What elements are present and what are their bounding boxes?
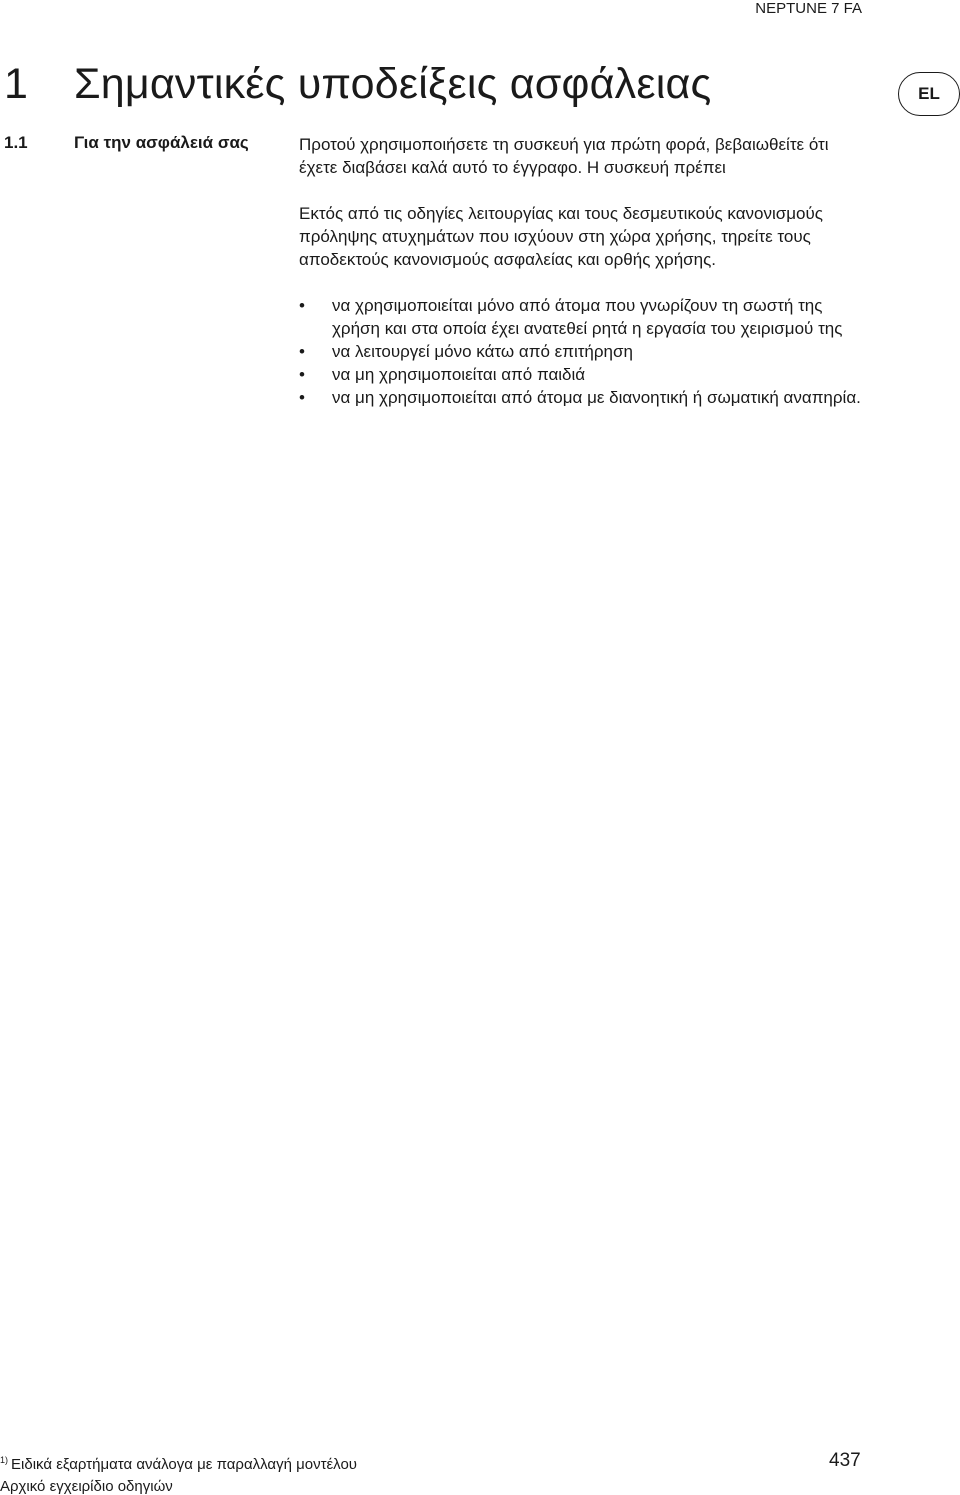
footnote — [0, 1455, 357, 1473]
document-title: Αρχικό εγχειρίδιο οδηγιών — [0, 1478, 173, 1495]
footnote-marker: 1) — [0, 1455, 9, 1465]
footnote-text: Ειδικά εξαρτήματα ανάλογα με παραλλαγή μοντέλου — [11, 1456, 357, 1473]
usage-requirements-list — [299, 294, 869, 409]
list-item-text: να μη χρησιμοποιείται από άτομα με διανοητική ή σωματική αναπηρία. — [332, 388, 861, 407]
chapter-number: 1 — [4, 60, 29, 108]
chapter-title — [4, 60, 711, 109]
page-number: 437 — [829, 1450, 861, 1471]
bullet-marker: • — [299, 365, 305, 384]
list-item — [299, 386, 869, 409]
list-item — [299, 363, 869, 386]
list-item-text: να χρησιμοποιείται μόνο από άτομα που γνωρίζουν τη σωστή της χρήση και στα οποία έχει ανατεθεί ρητά η εργασία του χειρισμού της — [332, 296, 843, 338]
intro-paragraph: Προτού χρησιμοποιήσετε τη συσκευή για πρώτη φορά, βεβαιωθείτε ότι έχετε διαβάσει καλά αυτό το έγγραφο. Η συσκευή πρέπει — [299, 135, 829, 177]
list-item — [299, 340, 869, 363]
section-title: Για την ασφάλειά σας — [74, 133, 249, 152]
section-body — [299, 133, 869, 409]
bullet-marker: • — [299, 342, 305, 361]
list-item-text: να μη χρησιμοποιείται από παιδιά — [332, 365, 586, 384]
chapter-title-text: Σημαντικές υποδείξεις ασφάλειας — [74, 60, 712, 108]
bullet-marker: • — [299, 296, 305, 315]
section-heading — [4, 133, 249, 153]
list-item-text: να λειτουργεί μόνο κάτω από επιτήρηση — [332, 342, 633, 361]
list-item — [299, 294, 869, 340]
regulations-paragraph: Εκτός από τις οδηγίες λειτουργίας και τους δεσμευτικούς κανονισμούς πρόληψης ατυχημάτων που ισχύουν στη χώρα χρήσης, τηρείτε τους αποδεκτούς κανονισμούς ασφαλείας και ορθής χρήσης. — [299, 204, 823, 269]
header-product-name: NEPTUNE 7 FA — [755, 0, 862, 17]
bullet-marker: • — [299, 388, 305, 407]
section-number: 1.1 — [4, 133, 28, 152]
language-badge: EL — [898, 72, 960, 116]
